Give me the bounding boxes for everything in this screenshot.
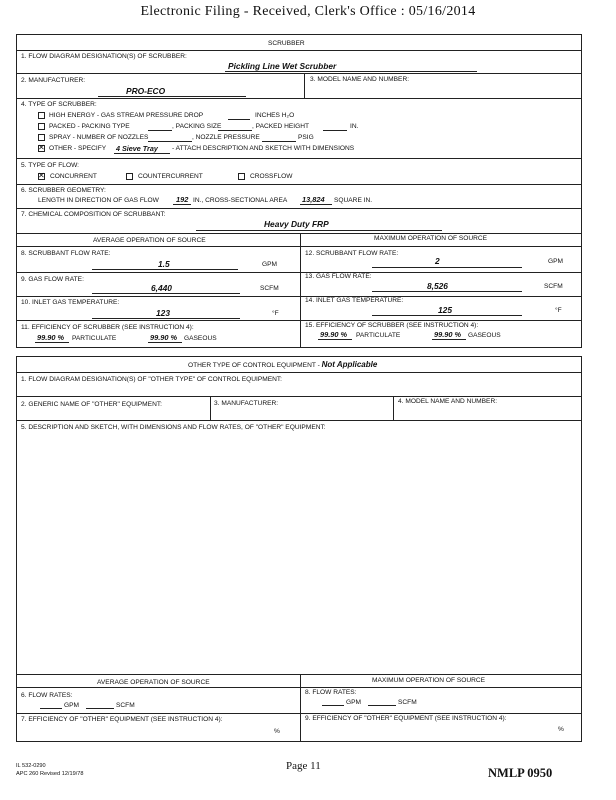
inlet-temp-max-label: 14. INLET GAS TEMPERATURE: — [305, 297, 404, 304]
geometry-length-label: LENGTH IN DIRECTION OF GAS FLOW — [38, 197, 159, 204]
other-description-area[interactable] — [18, 434, 580, 672]
other-gpm-unit-max: GPM — [346, 699, 362, 706]
other-gpm-unit-avg: GPM — [64, 702, 80, 709]
inlet-temp-max-value: 125 — [438, 305, 452, 315]
other-label: OTHER - SPECIFY — [49, 145, 107, 152]
packing-size-label: , PACKING SIZE — [172, 123, 222, 130]
high-energy-unit: INCHES H₂O — [255, 112, 295, 119]
other-max-operation-header: MAXIMUM OPERATION OF SOURCE — [372, 677, 486, 684]
spray-label: SPRAY - NUMBER OF NOZZLES — [49, 134, 149, 141]
efficiency-avg-particulate-value: 99.90 % — [37, 333, 65, 342]
scfm-unit-avg: SCFM — [260, 285, 279, 292]
high-energy-checkbox[interactable] — [38, 112, 45, 119]
other-generic-name-label: 2. GENERIC NAME OF "OTHER" EQUIPMENT: — [21, 401, 162, 408]
geometry-area-value: 13,824 — [302, 195, 325, 204]
inlet-temp-avg-label: 10. INLET GAS TEMPERATURE: — [21, 299, 120, 306]
packed-unit: IN. — [350, 123, 359, 130]
manufacturer-label: 2. MANUFACTURER: — [21, 77, 86, 84]
spray-unit: PSIG — [298, 134, 314, 141]
nmlp-number: NMLP 0950 — [488, 766, 553, 780]
gpm-unit-avg: GPM — [262, 261, 278, 268]
packed-checkbox[interactable] — [38, 123, 45, 130]
scrubbant-flow-avg-value: 1.5 — [158, 259, 170, 269]
countercurrent-label: COUNTERCURRENT — [138, 173, 203, 180]
efficiency-avg-gaseous-value: 99.90 % — [150, 333, 178, 342]
deg-f-unit-avg: °F — [272, 310, 279, 317]
other-value: 4 Sieve Tray — [116, 144, 158, 153]
efficiency-max-gaseous-value: 99.90 % — [434, 330, 462, 339]
other-avg-operation-header: AVERAGE OPERATION OF SOURCE — [97, 679, 210, 686]
other-description-label: 5. DESCRIPTION AND SKETCH, WITH DIMENSIONS AND FLOW RATES, OF "OTHER" EQUIPMENT: — [21, 424, 326, 431]
scfm-unit-max: SCFM — [544, 283, 563, 290]
particulate-label-avg: PARTICULATE — [72, 335, 117, 342]
packed-label: PACKED - PACKING TYPE — [49, 123, 130, 130]
other-rest-label: - ATTACH DESCRIPTION AND SKETCH WITH DIMENSIONS — [172, 145, 355, 152]
gas-flow-avg-value: 6,440 — [151, 283, 172, 293]
filing-header: Electronic Filing - Received, Clerk's Office : 05/16/2014 — [140, 4, 476, 19]
spray-checkbox[interactable] — [38, 134, 45, 141]
form-id: IL 532-0290 — [16, 763, 46, 769]
gas-flow-max-label: 13. GAS FLOW RATE: — [305, 273, 372, 280]
scrubbant-flow-avg-label: 8. SCRUBBANT FLOW RATE: — [21, 250, 111, 257]
other-title — [188, 361, 377, 370]
efficiency-avg-label: 11. EFFICIENCY OF SCRUBBER (SEE INSTRUCTION 4): — [21, 324, 194, 331]
other-checkbox[interactable] — [38, 145, 45, 152]
other-efficiency-avg-label: 7. EFFICIENCY OF "OTHER" EQUIPMENT (SEE INSTRUCTION 4): — [21, 716, 223, 723]
apc-revision: APC 260 Revised 12/19/78 — [16, 771, 84, 777]
concurrent-checkbox[interactable] — [38, 173, 45, 180]
other-flow-rates-max-label: 8. FLOW RATES: — [305, 689, 357, 696]
flow-diagram-value: Pickling Line Wet Scrubber — [228, 61, 337, 71]
other-flow-rates-avg-label: 6. FLOW RATES: — [21, 692, 73, 699]
efficiency-max-particulate-value: 99.90 % — [320, 330, 348, 339]
max-operation-header: MAXIMUM OPERATION OF SOURCE — [374, 235, 488, 242]
crossflow-label: CROSSFLOW — [250, 173, 293, 180]
other-scfm-unit-max: SCFM — [398, 699, 417, 706]
gas-flow-max-value: 8,526 — [427, 281, 448, 291]
other-flow-diagram-label: 1. FLOW DIAGRAM DESIGNATION(S) OF "OTHER TYPE" OF CONTROL EQUIPMENT: — [21, 376, 283, 383]
geometry-length-value: 192 — [176, 195, 189, 204]
gpm-unit-max: GPM — [548, 258, 564, 265]
inlet-temp-avg-value: 123 — [156, 308, 170, 318]
geometry-area-label: IN., CROSS-SECTIONAL AREA — [193, 197, 288, 204]
efficiency-max-label: 15. EFFICIENCY OF SCRUBBER (SEE INSTRUCTION 4): — [305, 322, 479, 329]
page-number: Page 11 — [286, 760, 321, 772]
high-energy-label: HIGH ENERGY - GAS STREAM PRESSURE DROP — [49, 112, 204, 119]
gaseous-label-max: GASEOUS — [468, 332, 501, 339]
type-of-flow-label: 5. TYPE OF FLOW: — [21, 162, 80, 169]
geometry-area-unit: SQUARE IN. — [334, 197, 373, 204]
other-pct-max: % — [558, 726, 564, 733]
other-title-value: Not Applicable — [321, 360, 378, 369]
scrubber-title: SCRUBBER — [268, 40, 305, 47]
model-label: 3. MODEL NAME AND NUMBER: — [310, 76, 410, 83]
other-scfm-unit-avg: SCFM — [116, 702, 135, 709]
scrubbant-flow-max-value: 2 — [435, 256, 440, 266]
other-pct-avg: % — [274, 728, 280, 735]
other-efficiency-max-label: 9. EFFICIENCY OF "OTHER" EQUIPMENT (SEE INSTRUCTION 4): — [305, 715, 507, 722]
gaseous-label-avg: GASEOUS — [184, 335, 217, 342]
deg-f-unit-max: °F — [555, 307, 562, 314]
gas-flow-avg-label: 9. GAS FLOW RATE: — [21, 276, 84, 283]
concurrent-label: CONCURRENT — [50, 173, 97, 180]
type-of-scrubber-label: 4. TYPE OF SCRUBBER: — [21, 101, 97, 108]
particulate-label-max: PARTICULATE — [356, 332, 401, 339]
other-model-label: 4. MODEL NAME AND NUMBER: — [398, 398, 498, 405]
packed-height-label: , PACKED HEIGHT — [252, 123, 310, 130]
chemical-composition-value: Heavy Duty FRP — [264, 219, 329, 229]
crossflow-checkbox[interactable] — [238, 173, 245, 180]
scrubbant-flow-max-label: 12. SCRUBBANT FLOW RATE: — [305, 250, 399, 257]
other-manufacturer-label: 3. MANUFACTURER: — [214, 400, 279, 407]
nozzle-pressure-label: , NOZZLE PRESSURE — [192, 134, 260, 141]
countercurrent-checkbox[interactable] — [126, 173, 133, 180]
flow-diagram-label: 1. FLOW DIAGRAM DESIGNATION(S) OF SCRUBBER: — [21, 53, 187, 60]
other-title-label: OTHER TYPE OF CONTROL EQUIPMENT - — [188, 362, 322, 369]
geometry-label: 6. SCRUBBER GEOMETRY: — [21, 187, 106, 194]
chemical-composition-label: 7. CHEMICAL COMPOSITION OF SCRUBBANT: — [21, 211, 166, 218]
manufacturer-value: PRO-ECO — [126, 86, 166, 96]
avg-operation-header: AVERAGE OPERATION OF SOURCE — [93, 237, 206, 244]
